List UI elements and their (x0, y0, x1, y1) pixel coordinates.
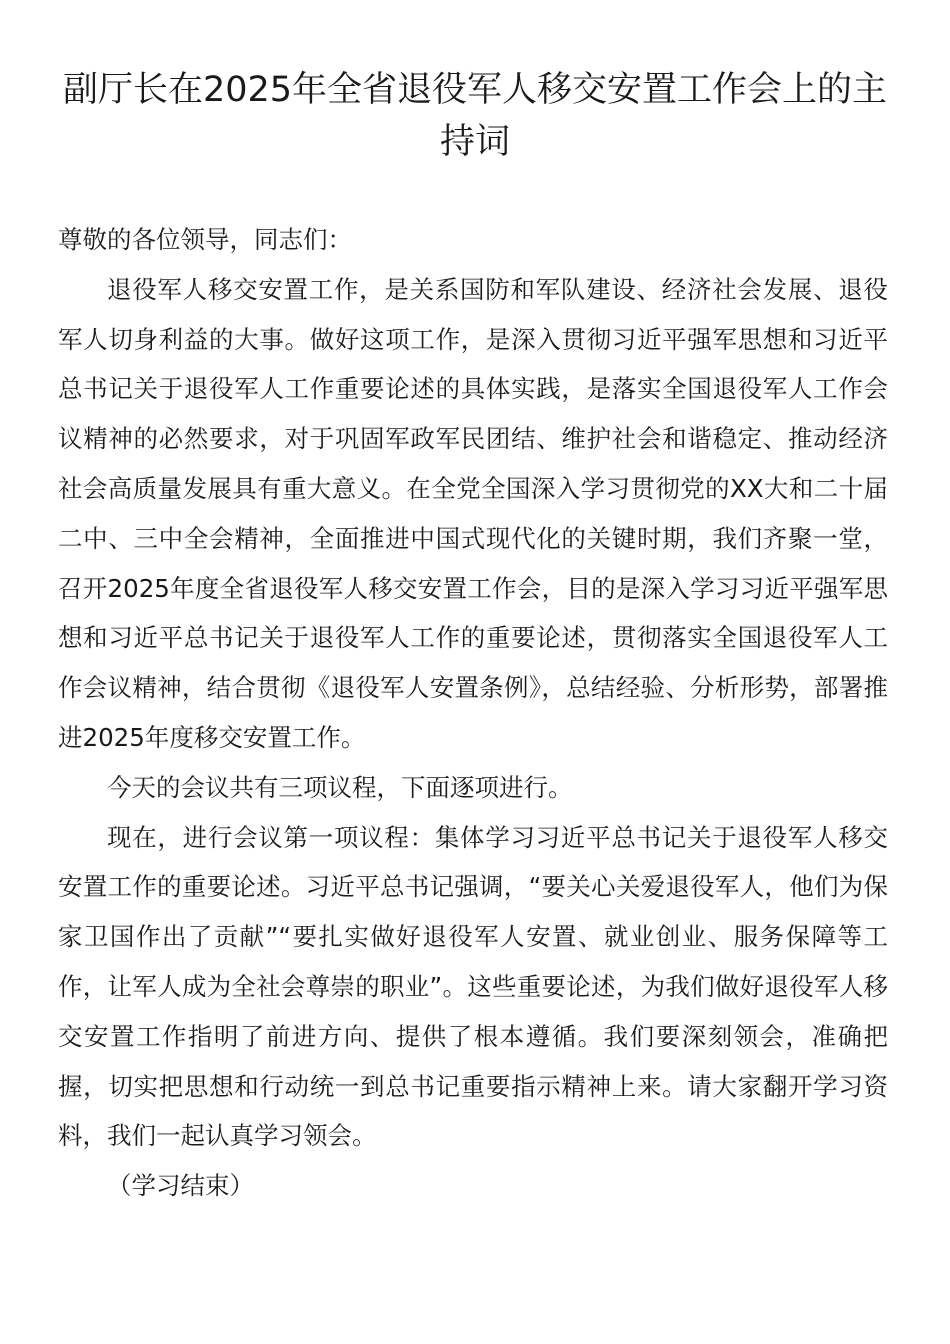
document-body (58, 215, 888, 1211)
paragraph-3: 现在，进行会议第一项议程：集体学习习近平总书记关于退役军人移交安置工作的重要论述。习近平总书记强调，“要关心关爱退役军人，他们为保家卫国作出了贡献”“要扎实做好退役军人安置、就业创业、服务保障等工作，让军人成为全社会尊崇的职业”。这些重要论述，为我们做好退役军人移交安置工作指明了前进方向、提供了根本遵循。我们要深刻领会，准确把握，切实把思想和行动统一到总书记重要指示精神上来。请大家翻开学习资料，我们一起认真学习领会。 (58, 822, 888, 1151)
paragraph-1: 退役军人移交安置工作，是关系国防和军队建设、经济社会发展、退役军人切身利益的大事。做好这项工作，是深入贯彻习近平强军思想和习近平总书记关于退役军人工作重要论述的具体实践，是落实全国退役军人工作会议精神的必然要求，对于巩固军政军民团结、维护社会和谐稳定、推动经济社会高质量发展具有重大意义。在全党全国深入学习贯彻党的XX大和二十届二中、三中全会精神，全面推进中国式现代化的关键时期，我们齐聚一堂，召开2025年度全省退役军人移交安置工作会，目的是深入学习习近平强军思想和习近平总书记关于退役军人工作的重要论述，贯彻落实全国退役军人工作会议精神，结合贯彻《退役军人安置条例》，总结经验、分析形势，部署推进2025年度移交安置工作。 (58, 274, 888, 752)
document-title: 副厅长在2025年全省退役军人移交安置工作会上的主持词 (62, 70, 888, 162)
salutation: 尊敬的各位领导，同志们： (58, 225, 352, 254)
paragraph-4: （学习结束） (107, 1171, 254, 1201)
paragraph-2: 今天的会议共有三项议程，下面逐项进行。 (107, 772, 573, 802)
